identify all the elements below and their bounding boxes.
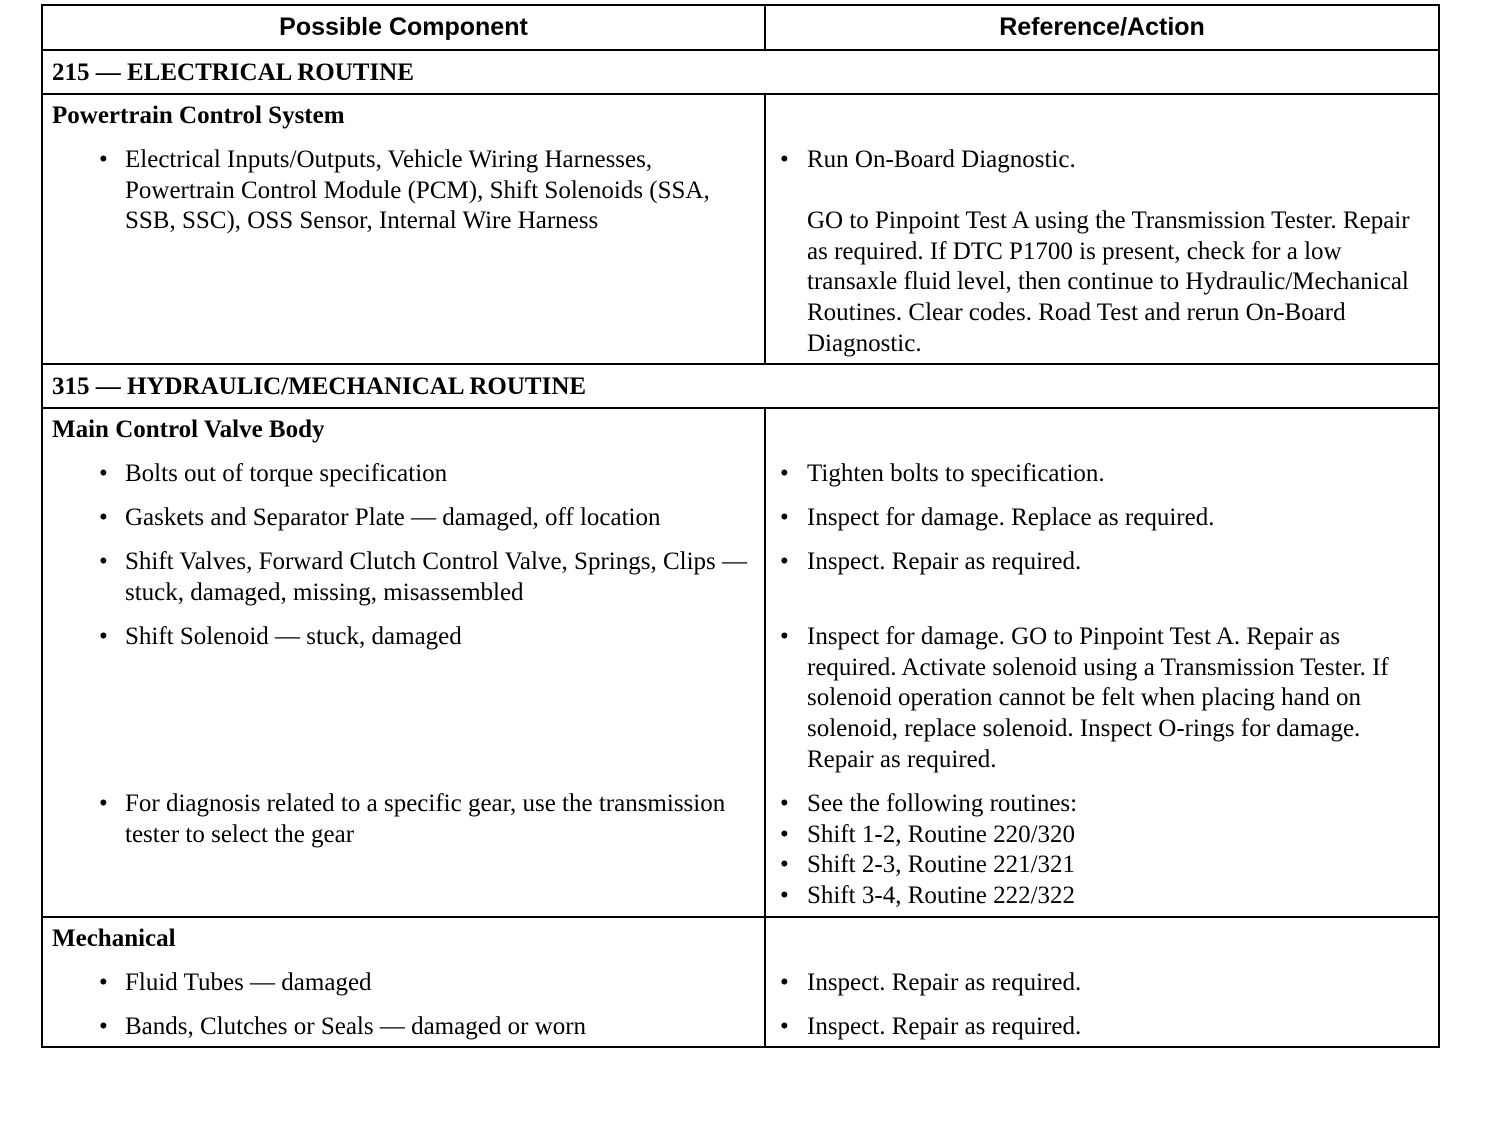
component-text: Shift Solenoid — stuck, damaged	[125, 623, 462, 651]
bullet: •	[780, 146, 789, 173]
action-text: Shift 2-3, Routine 221/321	[807, 851, 1076, 879]
bullet: •	[99, 548, 108, 576]
group-title: Main Control Valve Body	[52, 416, 325, 444]
bullet: •	[780, 820, 789, 848]
list-item	[780, 547, 1430, 622]
bullet: •	[780, 548, 789, 576]
group-component-cell	[43, 409, 766, 915]
list-item	[780, 968, 1430, 1012]
list-item	[52, 968, 764, 1012]
component-text: Shift Valves, Forward Clutch Control Valve, Springs, Clips — stuck, damaged, missing, misassembled	[125, 548, 747, 606]
list-item	[780, 622, 1430, 789]
group-component-cell	[43, 95, 766, 363]
bullet: •	[780, 460, 789, 488]
action-text: See the following routines:	[807, 790, 1078, 818]
bullet: •	[780, 851, 789, 879]
bullet: •	[780, 881, 789, 909]
list-item	[52, 622, 764, 789]
group-mechanical	[43, 918, 1438, 1047]
bullet: •	[780, 623, 789, 651]
group-action-cell	[766, 918, 1438, 1047]
bullet: •	[99, 460, 108, 488]
list-item	[52, 503, 764, 547]
bullet: •	[99, 968, 108, 996]
group-powertrain-control-system	[43, 95, 1438, 365]
action-text: Tighten bolts to specification.	[807, 460, 1105, 488]
header-reference-action: Reference/Action	[999, 13, 1205, 41]
list-item	[780, 206, 1430, 359]
action-text: Inspect. Repair as required.	[807, 968, 1082, 996]
action-text: Shift 1-2, Routine 220/320	[807, 820, 1076, 848]
list-item	[780, 503, 1430, 547]
component-text: For diagnosis related to a specific gear, use the transmission tester to select the gear	[125, 790, 726, 848]
list-item	[52, 145, 764, 237]
list-item	[780, 881, 1430, 912]
component-text: Gaskets and Separator Plate — damaged, off location	[125, 504, 661, 532]
action-text: Inspect. Repair as required.	[807, 1012, 1082, 1040]
group-action-cell	[766, 95, 1438, 363]
list-item	[52, 459, 764, 503]
list-item	[780, 820, 1430, 851]
list-item	[780, 145, 1430, 176]
bullet: •	[99, 790, 108, 818]
group-main-control-valve-body	[43, 409, 1438, 917]
action-text: Shift 3-4, Routine 222/322	[807, 881, 1076, 909]
component-text: Bands, Clutches or Seals — damaged or worn	[125, 1012, 587, 1040]
action-text: GO to Pinpoint Test A using the Transmission Tester. Repair as required. If DTC P1700 is present, check for a low transaxle fluid level, then continue to Hydraulic/Mechanical Routines. Clear codes. Road Test and rerun On-Board Diagnostic.	[807, 207, 1410, 357]
bullet: •	[780, 968, 789, 996]
list-item	[780, 459, 1430, 503]
list-item	[780, 850, 1430, 881]
bullet: •	[780, 790, 789, 818]
action-text: Inspect for damage. GO to Pinpoint Test A. Repair as required. Activate solenoid using a Transmission Tester. If solenoid operation cannot be felt when placing hand on solenoid, replace solenoid. Inspect O-rings for damage. Repair as required.	[807, 623, 1389, 773]
bullet: •	[99, 1012, 108, 1040]
group-title: Mechanical	[52, 924, 176, 952]
list-item	[52, 1012, 764, 1043]
section-electrical-routine: 215 — ELECTRICAL ROUTINE	[43, 51, 1438, 95]
bullet: •	[99, 504, 108, 532]
action-text: Run On-Board Diagnostic.	[807, 146, 1076, 173]
list-item	[52, 547, 764, 622]
group-title: Powertrain Control System	[52, 102, 345, 129]
list-item	[52, 789, 764, 850]
group-component-cell	[43, 918, 766, 1047]
bullet: •	[99, 146, 108, 173]
action-text: Inspect for damage. Replace as required.	[807, 504, 1215, 532]
table-header	[43, 6, 1438, 51]
bullet: •	[780, 1012, 789, 1040]
bullet: •	[99, 623, 108, 651]
group-action-cell	[766, 409, 1438, 915]
bullet: •	[780, 504, 789, 532]
component-text: Electrical Inputs/Outputs, Vehicle Wiring Harnesses, Powertrain Control Module (PCM), Shift Solenoids (SSA, SSB, SSC), OSS Sensor, Internal Wire Harness	[125, 146, 710, 235]
section-hydraulic-mechanical-routine: 315 — HYDRAULIC/MECHANICAL ROUTINE	[43, 365, 1438, 409]
header-possible-component: Possible Component	[43, 6, 766, 49]
action-text: Inspect. Repair as required.	[807, 548, 1082, 576]
list-item	[780, 1012, 1430, 1043]
diagnostic-table	[41, 4, 1440, 1048]
component-text: Bolts out of torque specification	[125, 460, 448, 488]
component-text: Fluid Tubes — damaged	[125, 968, 372, 996]
list-item	[780, 789, 1430, 820]
